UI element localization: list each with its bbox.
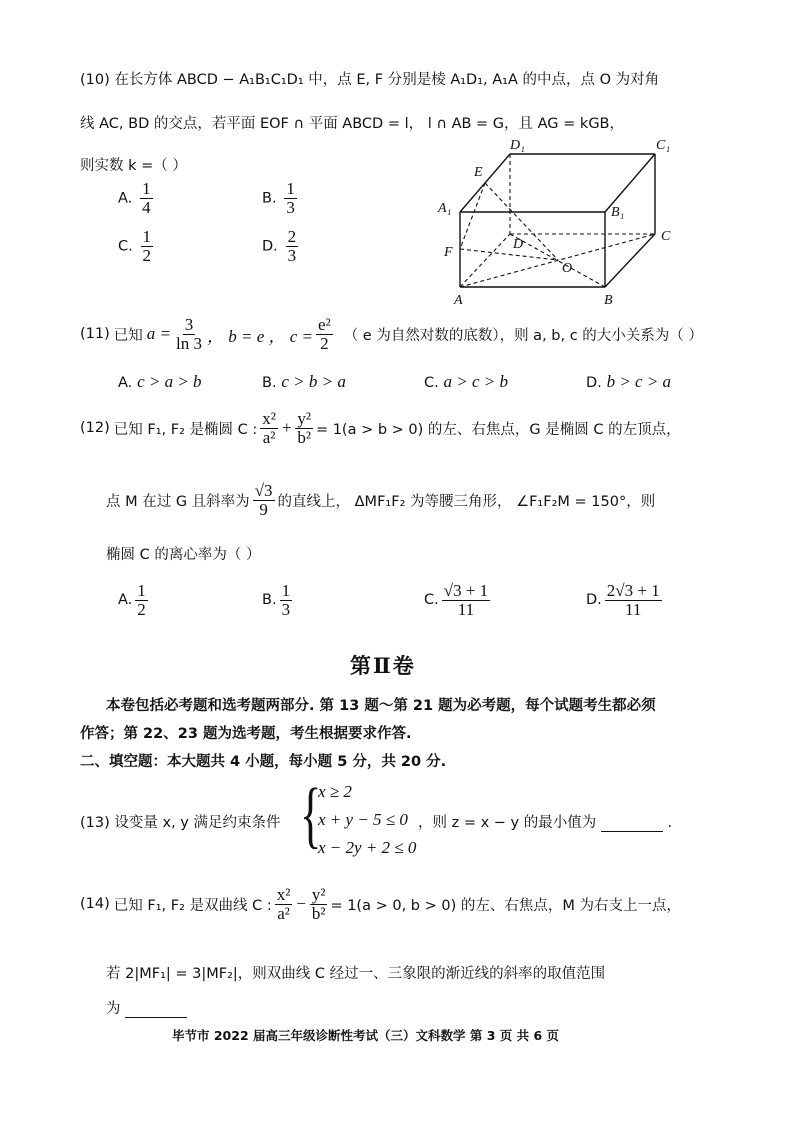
- label-f: F: [444, 245, 453, 260]
- q12-option-a: A. $\frac{1}{2}$: [118, 581, 146, 619]
- q11-option-c: C. a > c > b: [424, 372, 509, 391]
- label-d: D: [513, 237, 524, 252]
- q10-option-b: B. $\frac{1}{3}$: [262, 179, 295, 217]
- q14-number: (14): [80, 896, 110, 913]
- label-a1: A₁: [438, 201, 452, 216]
- q12-x-fraction: $\frac{\text{x²}}{\text{a²}}$: [262, 409, 276, 447]
- q12-number: (12): [80, 420, 110, 437]
- q14-line2: 若 2|MF₁| = 3|MF₂|，则双曲线 C 经过一、三象限的渐近线的斜率的取值范围: [106, 966, 606, 982]
- q12-line2: 点 M 在过 G 且斜率为 $\frac{√3}{9}$ 的直线上， ΔMF₁F₂ 为等腰三角形， ∠F₁F₂M = 150°，则: [106, 481, 656, 519]
- q12-slope-fraction: $\frac{√3}{9}$: [254, 481, 273, 519]
- q12-option-b-fraction: $\frac{1}{3}$: [281, 581, 291, 619]
- q12-option-a-fraction: $\frac{1}{2}$: [137, 581, 146, 619]
- q14-y-fraction: $\frac{\text{y²}}{\text{b²}}$: [311, 885, 326, 923]
- q13-constraint-2: x + y − 5 ≤ 0: [318, 810, 408, 829]
- q10-number: (10): [80, 72, 110, 88]
- section-intro-1: 本卷包括必考题和选考题两部分. 第 13 题～第 21 题为必考题，每个试题考生都必须: [106, 698, 656, 714]
- q11-c-fraction: $\frac{\text{e²}}{2}$: [318, 315, 331, 353]
- q10-option-d: D. $\frac{2}{3}$: [262, 227, 297, 265]
- fill-in-heading: 二、填空题：本大题共 4 小题，每小题 5 分，共 20 分.: [80, 754, 447, 770]
- label-a: A: [454, 293, 463, 308]
- q10-option-d-fraction: $\frac{2}{3}$: [287, 227, 297, 265]
- q13-prefix-line: (13) 设变量 x, y 满足约束条件: [80, 815, 281, 831]
- q11-a-fraction: $\frac{3}{\ln 3}$: [176, 315, 202, 353]
- q10-line1: [80, 68, 659, 89]
- q11-number: (11): [80, 326, 110, 343]
- q10-text-1: 在长方体 ABCD − A₁B₁C₁D₁ 中，点 E, F 分别是棱 A₁D₁, A₁A 的中点，点 O 为对角: [114, 72, 660, 88]
- q14-line1: (14) 已知 F₁, F₂ 是双曲线 C : $\frac{\text{x²}}{\text{a²}}$ − $\frac{\text{y²}}{\text{b²}}$ = 1(a > 0, b > 0) 的左、右焦点，M 为右支上一点，: [80, 885, 681, 923]
- label-b: B: [604, 293, 613, 308]
- constraint-brace: {: [300, 774, 322, 856]
- label-b1: B₁: [611, 205, 625, 220]
- q12-option-c-fraction: $\frac{√3 + 1}{11}$: [443, 581, 489, 619]
- q11-option-b: B. c > b > a: [262, 372, 346, 391]
- q10-option-c-fraction: $\frac{1}{2}$: [142, 227, 152, 265]
- q10-line2: 线 AC, BD 的交点，若平面 EOF ∩ 平面 ABCD = l， l ∩ AB = G，且 AG = kGB，: [80, 116, 624, 132]
- q13-constraint-1: x ≥ 2: [318, 782, 352, 801]
- q14-x-fraction: $\frac{\text{x²}}{\text{a²}}$: [276, 885, 291, 923]
- q10-option-b-fraction: $\frac{1}{3}$: [286, 179, 295, 217]
- q12-line1: (12) 已知 F₁, F₂ 是椭圆 C : $\frac{\text{x²}}{\text{a²}}$ + $\frac{\text{y²}}{\text{b²}}$ = 1(a > b > 0) 的左、右焦点，G 是椭圆 C 的左顶点，: [80, 409, 681, 447]
- q10-option-c: C. $\frac{1}{2}$: [118, 227, 152, 265]
- q11-line1: (11) 已知 a = $\frac{3}{\ln 3}$ ， b = e ， c = $\frac{\text{e²}}{2}$ （ e 为自然对数的底数），则 a, b, c 的大小关系为（ ）: [80, 315, 703, 353]
- label-d1: D₁: [510, 138, 525, 153]
- q12-option-d-fraction: $\frac{2√3 + 1}{11}$: [606, 581, 660, 619]
- label-e: E: [474, 165, 483, 180]
- q14-line3: 为: [106, 997, 187, 1018]
- section-intro-2: 作答；第 22、23 题为选考题，考生根据要求作答.: [80, 726, 412, 742]
- q14-answer-blank: [125, 1017, 187, 1018]
- q13-constraint-3: x − 2y + 2 ≤ 0: [318, 838, 417, 857]
- label-c1: C₁: [656, 138, 671, 153]
- section-title: 第Ⅱ卷: [350, 653, 416, 678]
- q11-option-d: D. b > c > a: [586, 372, 672, 391]
- q12-y-fraction: $\frac{\text{y²}}{\text{b²}}$: [297, 409, 311, 447]
- q12-option-b: B. $\frac{1}{3}$: [262, 581, 291, 619]
- label-o: O: [562, 261, 573, 276]
- cuboid-figure: [430, 132, 690, 312]
- q11-option-a: A. c > a > b: [118, 372, 202, 391]
- page-footer: 毕节市 2022 届高三年级诊断性考试（三）文科数学 第 3 页 共 6 页: [172, 1028, 560, 1043]
- q10-option-a-fraction: $\frac{1}{4}$: [142, 179, 151, 217]
- q13-answer-blank: [601, 831, 663, 832]
- label-c: C: [661, 229, 671, 244]
- q12-line3: 椭圆 C 的离心率为（ ）: [106, 547, 261, 563]
- q12-option-d: D. $\frac{2√3 + 1}{11}$: [586, 581, 660, 619]
- q12-option-c: C. $\frac{√3 + 1}{11}$: [424, 581, 489, 619]
- q13-suffix-line: ，则 z = x − y 的最小值为 .: [418, 815, 673, 831]
- q13-number: (13): [80, 815, 110, 831]
- q10-line3: 则实数 k =（ ）: [80, 158, 187, 174]
- q10-option-a: A. $\frac{1}{4}$: [118, 179, 151, 217]
